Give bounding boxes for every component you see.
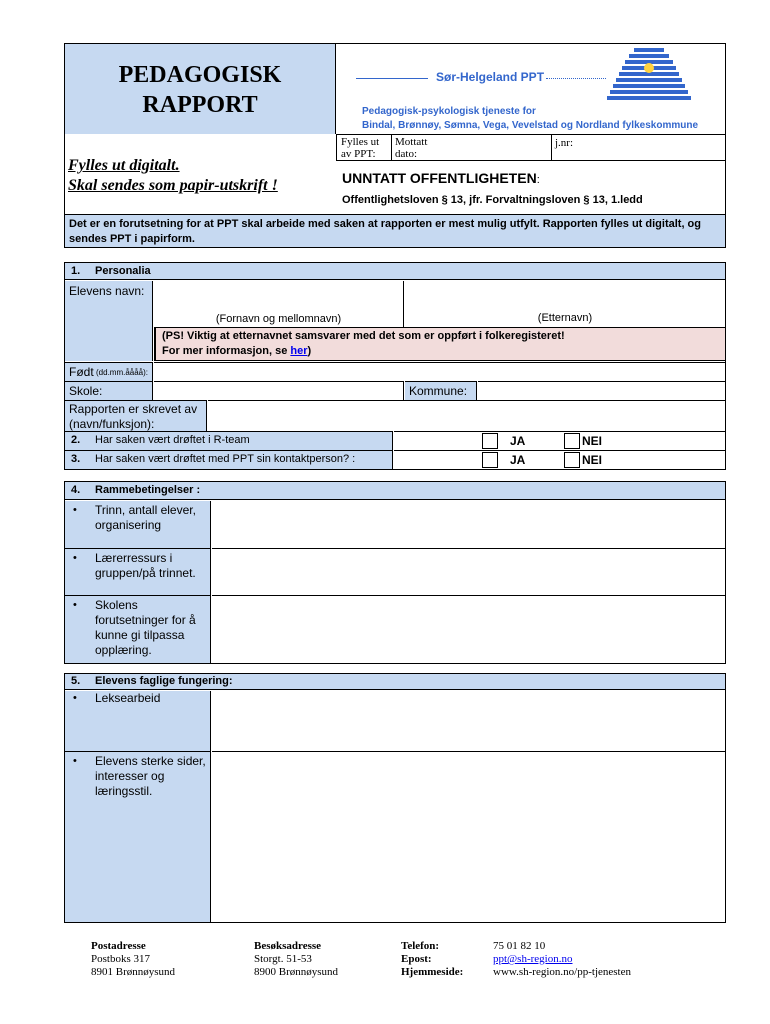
leksearbeid-field[interactable] bbox=[212, 691, 726, 751]
fylles-ut-label: Fylles ut av PPT: bbox=[341, 136, 380, 160]
section4-heading-row bbox=[65, 482, 725, 500]
kommune-label-cell bbox=[405, 381, 477, 400]
beehive-logo-icon bbox=[604, 46, 694, 108]
skrevet-av-line2: (navn/funksjon): bbox=[69, 417, 155, 431]
trinn-field[interactable] bbox=[212, 501, 726, 548]
section4-item-laererressurs bbox=[65, 548, 211, 595]
intro-box bbox=[64, 214, 726, 248]
title-line2: RAPPORT bbox=[142, 92, 258, 118]
postadresse-label: Postadresse bbox=[91, 940, 146, 952]
besok-label: Besøksadresse bbox=[254, 940, 322, 952]
besok-line1: Storgt. 51-53 bbox=[254, 953, 312, 965]
question2-nei-label: NEI bbox=[582, 434, 603, 448]
skrevet-av-line1: Rapporten er skrevet av bbox=[69, 402, 198, 416]
section5-item-sterke-sider-line2: interesser og bbox=[95, 769, 165, 783]
etternavn-field[interactable] bbox=[405, 281, 725, 327]
fodt-field[interactable] bbox=[154, 362, 726, 381]
fornavn-field[interactable] bbox=[154, 281, 404, 327]
section5-item-sterke-sider-line3: læringsstil. bbox=[95, 784, 153, 798]
section4-heading: Rammebetingelser : bbox=[95, 484, 201, 496]
section5-item-leksearbeid-line1: Leksearbeid bbox=[95, 691, 161, 705]
unntatt-title: UNNTATT OFFENTLIGHETEN bbox=[342, 170, 537, 186]
title-line1: PEDAGOGISK bbox=[118, 62, 282, 88]
fornavn-hint: (Fornavn og mellomnavn) bbox=[215, 313, 342, 325]
unntatt-law: Offentlighetsloven § 13, jfr. Forvaltningsloven § 13, 1.ledd bbox=[342, 194, 643, 206]
mottatt-dato-field[interactable] bbox=[447, 135, 547, 161]
skrevet-av-field[interactable] bbox=[208, 400, 726, 431]
section5-heading: Elevens faglige fungering: bbox=[95, 675, 233, 687]
unntatt-colon: : bbox=[536, 174, 540, 186]
kommune-label: Kommune: bbox=[409, 384, 468, 398]
section1-heading: Personalia bbox=[95, 265, 151, 277]
question3-text: Har saken vært drøftet med PPT sin kontaktperson? : bbox=[95, 453, 356, 465]
section4-item-forutsetninger-line1: Skolens bbox=[95, 598, 138, 612]
jnr-label: j.nr: bbox=[555, 137, 574, 149]
section5-item-sterke-sider bbox=[65, 751, 211, 922]
org-logo bbox=[356, 46, 724, 134]
footer-besoksadresse bbox=[254, 940, 338, 979]
org-desc-line1: Pedagogisk-psykologisk tjeneste for bbox=[362, 106, 536, 117]
section5-num: 5. bbox=[71, 675, 81, 687]
hjemmeside-label: Hjemmeside: bbox=[401, 966, 464, 978]
question3-label-cell bbox=[65, 450, 393, 469]
question2-num: 2. bbox=[71, 434, 81, 446]
footer bbox=[0, 940, 770, 980]
footer-contact-values bbox=[493, 940, 631, 979]
telefon-label: Telefon: bbox=[401, 940, 440, 952]
forutsetninger-field[interactable] bbox=[212, 595, 726, 663]
fodt-format: (dd.mm.åååå): bbox=[96, 368, 149, 377]
org-desc-line2: Bindal, Brønnøy, Sømna, Vega, Vevelstad og Nordland fylkeskommune bbox=[362, 120, 699, 131]
section1-heading-row bbox=[65, 263, 725, 280]
question3-nei-checkbox[interactable] bbox=[564, 452, 580, 468]
section4-item-forutsetninger-line4: opplæring. bbox=[95, 643, 152, 657]
ps-line2-prefix: For mer informasjon, se bbox=[162, 345, 291, 357]
hjemmeside-value: www.sh-region.no/pp-tjenesten bbox=[493, 966, 631, 978]
question3-answer-row bbox=[394, 450, 726, 469]
footer-contact-labels bbox=[401, 940, 463, 979]
ps-warning-box bbox=[154, 327, 726, 361]
question3-num: 3. bbox=[71, 453, 81, 465]
question3-ja-checkbox[interactable] bbox=[482, 452, 498, 468]
postadresse-line1: Postboks 317 bbox=[91, 953, 150, 965]
ps-line1: (PS! Viktig at etternavnet samsvarer med det som er oppført i folkeregisteret! bbox=[162, 330, 565, 342]
besok-line2: 8900 Brønnøysund bbox=[254, 966, 339, 978]
bullet-icon: • bbox=[73, 599, 77, 611]
skole-label-cell bbox=[65, 381, 153, 400]
title-cell bbox=[65, 44, 336, 134]
section4-item-trinn-line2: organisering bbox=[95, 518, 162, 532]
section5-item-leksearbeid bbox=[65, 691, 211, 751]
elevens-navn-label: Elevens navn: bbox=[69, 284, 145, 298]
intro-text: Det er en forutsetning for at PPT skal arbeide med saken at rapporten er mest mulig utfylt. Rapporten fylles ut digitalt, og sendes PPT i papirform. bbox=[69, 218, 702, 245]
ps-line2-suffix: ) bbox=[307, 345, 312, 357]
unntatt-block bbox=[342, 170, 722, 206]
footer-postadresse bbox=[91, 940, 175, 979]
section5-heading-row bbox=[65, 674, 725, 690]
postadresse-line2: 8901 Brønnøysund bbox=[91, 966, 176, 978]
question2-nei-checkbox[interactable] bbox=[564, 433, 580, 449]
question2-label-cell bbox=[65, 431, 393, 450]
kommune-field[interactable] bbox=[478, 381, 726, 400]
fodt-label-cell bbox=[65, 362, 153, 381]
bullet-icon: • bbox=[73, 504, 77, 516]
question2-ja-checkbox[interactable] bbox=[482, 433, 498, 449]
skrevet-av-label-cell bbox=[65, 400, 207, 431]
section4-item-laererressurs-line1: Lærerressurs i bbox=[95, 551, 173, 565]
ps-info-link[interactable]: her bbox=[290, 345, 308, 357]
section5-item-sterke-sider-line1: Elevens sterke sider, bbox=[95, 754, 206, 768]
etternavn-hint: (Etternavn) bbox=[537, 312, 593, 324]
section4-item-forutsetninger-line2: forutsetninger for å bbox=[95, 613, 196, 627]
section4-item-trinn bbox=[65, 501, 211, 548]
fill-line1: Fylles ut digitalt. bbox=[68, 157, 180, 174]
elevens-navn-label-cell bbox=[65, 281, 153, 361]
fill-instruction bbox=[68, 156, 334, 196]
skole-label: Skole: bbox=[69, 384, 103, 398]
question3-nei-label: NEI bbox=[582, 453, 603, 467]
question3-ja-label: JA bbox=[510, 453, 526, 467]
fodt-label: Født bbox=[69, 365, 94, 379]
epost-link[interactable]: ppt@sh-region.no bbox=[493, 953, 573, 965]
section4-item-forutsetninger bbox=[65, 595, 211, 663]
question2-ja-label: JA bbox=[510, 434, 526, 448]
jnr-field[interactable] bbox=[587, 135, 717, 161]
laererressurs-field[interactable] bbox=[212, 548, 726, 595]
fill-line2: Skal sendes som papir-utskrift ! bbox=[68, 177, 278, 194]
org-name: Sør-Helgeland PPT bbox=[436, 70, 545, 84]
bullet-icon: • bbox=[73, 692, 77, 704]
ps-line2 bbox=[162, 345, 311, 357]
skole-field[interactable] bbox=[154, 381, 404, 400]
section4-item-laererressurs-line2: gruppen/på trinnet. bbox=[95, 566, 196, 580]
reception-table bbox=[336, 134, 726, 161]
sterke-sider-field[interactable] bbox=[212, 751, 726, 922]
section4-num: 4. bbox=[71, 484, 81, 496]
question2-text: Har saken vært drøftet i R-team bbox=[95, 434, 250, 446]
section4-item-forutsetninger-line3: kunne gi tilpassa bbox=[95, 628, 185, 642]
bullet-icon: • bbox=[73, 552, 77, 564]
question2-answer-row bbox=[394, 431, 726, 450]
section4-item-trinn-line1: Trinn, antall elever, bbox=[95, 503, 196, 517]
mottatt-label: Mottatt dato: bbox=[395, 136, 428, 160]
section1-num: 1. bbox=[71, 265, 81, 277]
epost-label: Epost: bbox=[401, 953, 432, 965]
bullet-icon: • bbox=[73, 755, 77, 767]
telefon-value: 75 01 82 10 bbox=[493, 940, 546, 952]
